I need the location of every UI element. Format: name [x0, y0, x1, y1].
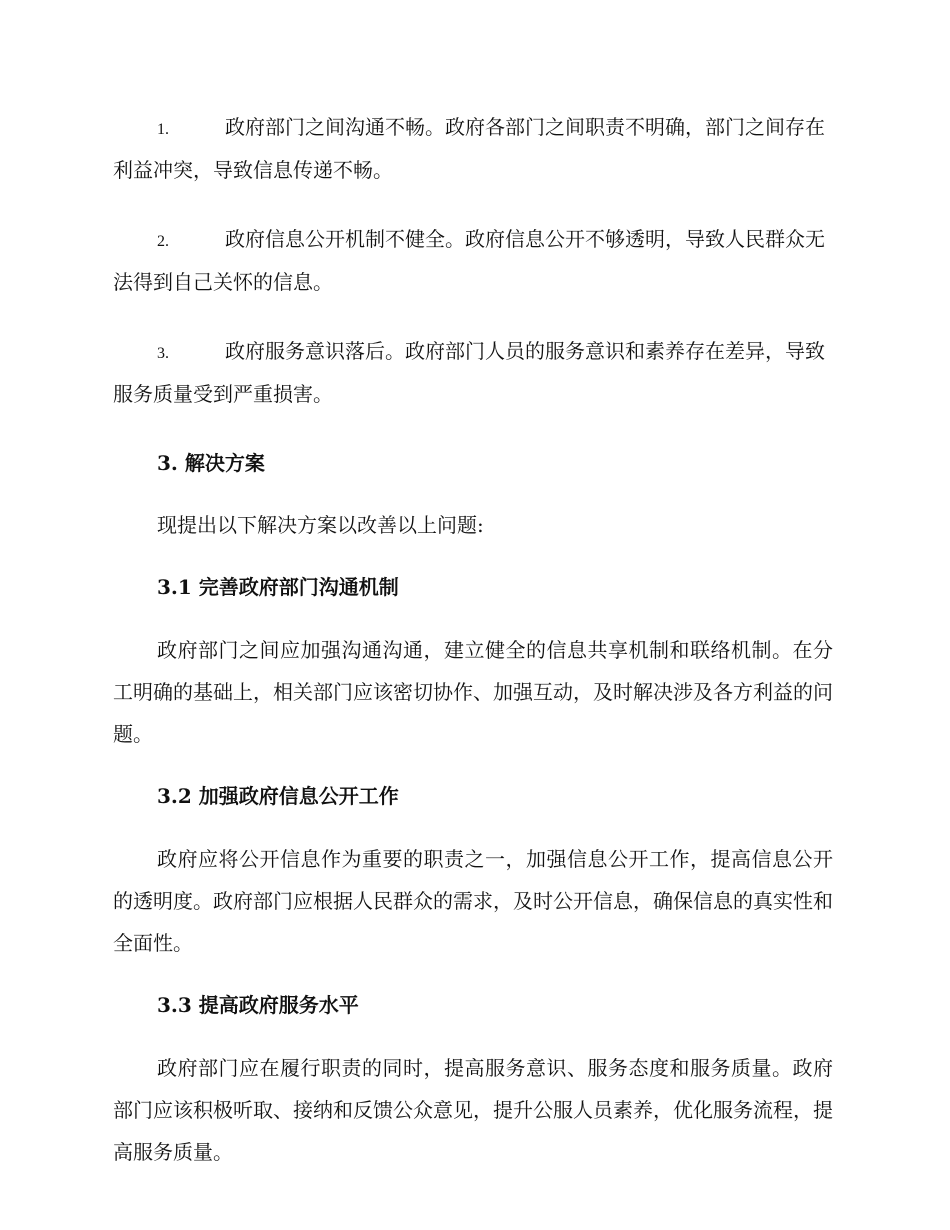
list-item-2 [113, 219, 833, 303]
subsection-body-3-3: 政府部门应在履行职责的同时，提高服务意识、服务态度和服务质量。政府部门应该积极听取、接纳和反馈公众意见，提升公服人员素养，优化服务流程，提高服务质量。 [113, 1056, 833, 1164]
list-text: 政府部门之间沟通不畅。政府各部门之间职责不明确，部门之间存在利益冲突，导致信息传递不畅。 [113, 115, 825, 182]
list-number: 3. [157, 345, 169, 362]
list-text: 政府信息公开机制不健全。政府信息公开不够透明，导致人民群众无法得到自己关怀的信息。 [113, 227, 825, 294]
list-item-1 [113, 107, 833, 191]
list-text: 政府服务意识落后。政府部门人员的服务意识和素养存在差异，导致服务质量受到严重损害。 [113, 339, 825, 406]
list-number: 2. [157, 233, 169, 250]
subsection-body-3-2: 政府应将公开信息作为重要的职责之一，加强信息公开工作，提高信息公开的透明度。政府部门应根据人民群众的需求，及时公开信息，确保信息的真实性和全面性。 [113, 847, 833, 955]
list-item-3 [113, 331, 833, 415]
document-page [113, 107, 833, 1194]
section-heading-solutions: 3. 解决方案 [157, 451, 265, 475]
subsection-heading-3-2: 3.2 加强政府信息公开工作 [157, 784, 399, 808]
subsection-heading-3-1: 3.1 完善政府部门沟通机制 [157, 575, 399, 599]
list-number: 1. [157, 121, 169, 138]
section-lead-text: 现提出以下解决方案以改善以上问题: [157, 513, 484, 537]
subsection-body-3-1: 政府部门之间应加强沟通沟通，建立健全的信息共享机制和联络机制。在分工明确的基础上，相关部门应该密切协作、加强互动，及时解决涉及各方利益的问题。 [113, 638, 833, 746]
subsection-heading-3-3: 3.3 提高政府服务水平 [157, 993, 359, 1017]
